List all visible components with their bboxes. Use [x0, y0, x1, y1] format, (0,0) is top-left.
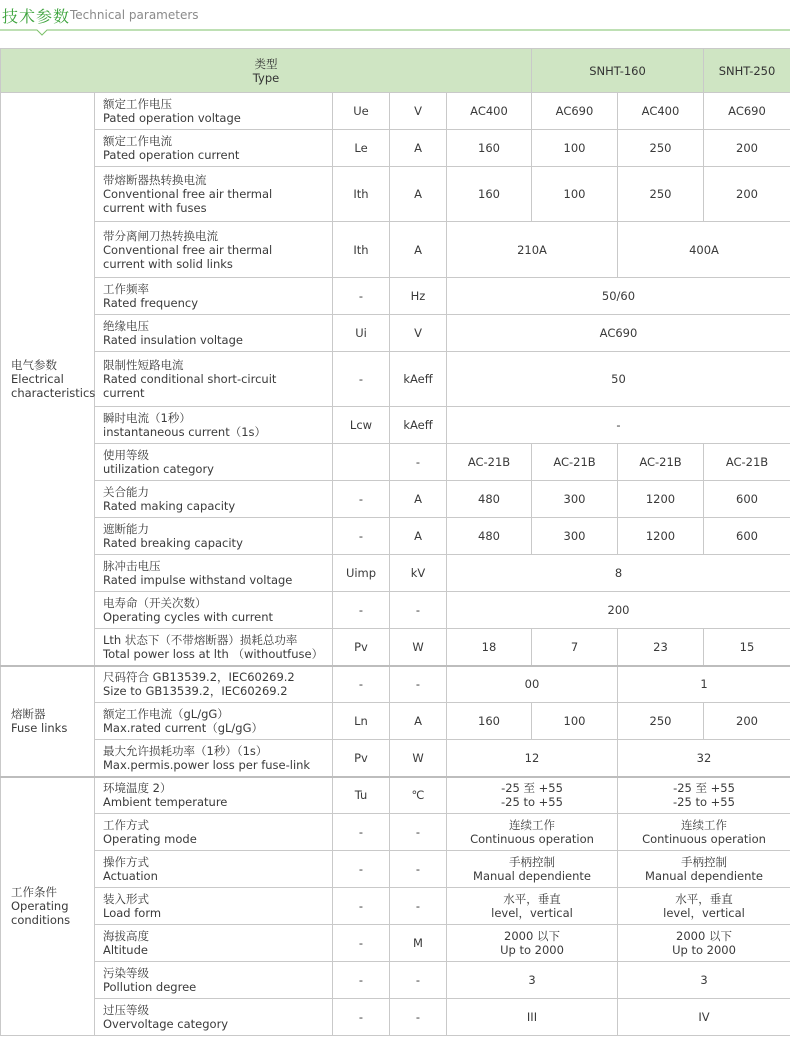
unit-cell: ℃ — [390, 777, 447, 814]
unit-cell: A — [390, 222, 447, 278]
symbol-cell: - — [333, 592, 390, 629]
parameter-name-en-line2: current with solid links — [103, 256, 233, 271]
symbol-cell: Pv — [333, 740, 390, 777]
type-header-en: Type — [252, 70, 280, 85]
value-cell: AC400 — [618, 93, 704, 130]
value-cell — [447, 777, 618, 814]
parameter-name-cell — [95, 555, 333, 592]
symbol-cell: Ue — [333, 93, 390, 130]
value-cell: - — [447, 407, 790, 444]
parameter-name-en-line2: current with fuses — [103, 201, 207, 215]
parameter-name-cell — [95, 925, 333, 962]
value-cell: 200 — [704, 167, 790, 222]
value-cell: 3 — [447, 962, 618, 999]
table-row — [1, 999, 790, 1036]
symbol-cell: - — [333, 481, 390, 518]
parameter-name-cell — [95, 222, 333, 278]
unit-cell: A — [390, 167, 447, 222]
unit-cell: - — [390, 444, 447, 481]
value-cell: 160 — [447, 167, 532, 222]
value-cell: 15 — [704, 629, 790, 666]
value-line: 2000 以下 — [504, 929, 560, 943]
unit-cell: - — [390, 851, 447, 888]
parameter-name-zh: 额定工作电压 — [103, 97, 172, 111]
parameter-name-cell — [95, 814, 333, 851]
parameter-name-zh: 遮断能力 — [103, 522, 149, 536]
value-line: -25 至 +55 — [501, 781, 563, 796]
value-cell — [618, 777, 790, 814]
value-cell: IV — [618, 999, 790, 1036]
unit-cell: - — [390, 666, 447, 703]
group-label-zh: 熔断器 — [11, 707, 46, 721]
symbol-cell: Uimp — [333, 555, 390, 592]
parameter-name-zh: 工作方式 — [103, 818, 149, 832]
value-line: 连续工作 — [681, 818, 727, 832]
unit-cell: W — [390, 740, 447, 777]
table-row — [1, 740, 790, 777]
section-header — [0, 0, 790, 44]
value-line: Manual dependiente — [473, 869, 591, 883]
group-label-en: conditions — [11, 913, 71, 928]
parameter-name-en: Load form — [103, 906, 162, 920]
unit-cell: A — [390, 703, 447, 740]
parameter-name-en: instantaneous current（1s） — [103, 425, 267, 439]
parameter-name-zh: 限制性短路电流 — [103, 358, 184, 372]
table-row — [1, 315, 790, 352]
table-row — [1, 278, 790, 315]
value-cell: 160 — [447, 703, 532, 740]
parameter-name-en: Ambient temperature — [103, 795, 228, 810]
group-label-cell — [1, 777, 95, 1036]
symbol-cell: Pv — [333, 629, 390, 666]
value-cell — [618, 925, 790, 962]
parameter-name-zh: 脉冲击电压 — [103, 559, 161, 573]
parameter-name-en: Pollution degree — [103, 980, 197, 994]
parameter-name-zh: 环境温度 2） — [103, 781, 172, 796]
symbol-cell: Tu — [333, 777, 390, 814]
parameter-name-en-line2: current — [103, 386, 145, 400]
model-header-snht-250: SNHT-250 — [704, 49, 790, 93]
value-cell: 300 — [532, 518, 618, 555]
parameter-name-cell — [95, 315, 333, 352]
technical-parameters-table — [0, 48, 790, 1036]
table-row — [1, 481, 790, 518]
value-cell: 8 — [447, 555, 790, 592]
symbol-cell: Ln — [333, 703, 390, 740]
value-cell: 1200 — [618, 481, 704, 518]
parameter-name-zh: 绝缘电压 — [103, 319, 149, 333]
value-cell: 600 — [704, 518, 790, 555]
value-cell — [447, 814, 618, 851]
value-cell: 7 — [532, 629, 618, 666]
parameter-name-zh: 过压等级 — [103, 1003, 149, 1017]
unit-cell: A — [390, 518, 447, 555]
table-row — [1, 703, 790, 740]
value-cell: 00 — [447, 666, 618, 703]
unit-cell: V — [390, 93, 447, 130]
value-cell: AC690 — [447, 315, 790, 352]
table-row — [1, 407, 790, 444]
parameter-name-zh: 装入形式 — [103, 892, 149, 906]
symbol-cell: Le — [333, 130, 390, 167]
value-cell — [447, 851, 618, 888]
value-cell — [447, 888, 618, 925]
value-cell: AC-21B — [704, 444, 790, 481]
value-line: -25 to +55 — [501, 795, 563, 810]
parameter-name-zh: 瞬时电流（1秒） — [103, 411, 191, 425]
table-row — [1, 888, 790, 925]
parameter-name-cell — [95, 629, 333, 666]
group-label-en: Fuse links — [11, 721, 68, 735]
model-header-snht-160: SNHT-160 — [532, 49, 704, 93]
parameter-name-zh: 尺码符合 GB13539.2，IEC60269.2 — [103, 670, 295, 685]
parameter-name-en: Pated operation voltage — [103, 111, 241, 125]
parameter-name-en: Overvoltage category — [103, 1017, 229, 1031]
value-line: 水平，垂直 — [503, 892, 561, 906]
value-cell: AC690 — [704, 93, 790, 130]
value-cell — [618, 888, 790, 925]
table-row — [1, 925, 790, 962]
value-cell: 32 — [618, 740, 790, 777]
type-header-cell — [1, 49, 532, 93]
unit-cell: - — [390, 999, 447, 1036]
parameter-name-en: Rated making capacity — [103, 499, 236, 513]
unit-cell: - — [390, 592, 447, 629]
value-cell: 250 — [618, 703, 704, 740]
value-cell: 250 — [618, 167, 704, 222]
unit-cell: A — [390, 481, 447, 518]
parameter-name-zh: 关合能力 — [103, 485, 149, 499]
parameter-name-en: Size to GB13539.2，IEC60269.2 — [103, 684, 288, 699]
table-row — [1, 167, 790, 222]
type-header-zh: 类型 — [254, 56, 278, 71]
symbol-cell: - — [333, 925, 390, 962]
parameter-name-cell — [95, 407, 333, 444]
symbol-cell: - — [333, 666, 390, 703]
table-row — [1, 962, 790, 999]
section-title-en: Technical parameters — [70, 8, 199, 22]
parameter-name-zh: 使用等级 — [103, 448, 149, 462]
value-cell: 1 — [618, 666, 790, 703]
table-row — [1, 444, 790, 481]
parameter-name-zh: 电寿命（开关次数） — [103, 596, 207, 610]
value-cell — [447, 925, 618, 962]
parameter-name-en: Rated breaking capacity — [103, 536, 243, 550]
value-line: level，vertical — [663, 906, 745, 920]
value-line: 手柄控制 — [509, 855, 555, 869]
value-cell: 100 — [532, 130, 618, 167]
parameter-name-zh: 污染等级 — [103, 966, 149, 980]
value-line: Up to 2000 — [672, 943, 736, 957]
parameter-name-cell — [95, 592, 333, 629]
value-cell: 100 — [532, 703, 618, 740]
value-cell: 600 — [704, 481, 790, 518]
parameter-name-cell — [95, 352, 333, 407]
parameter-name-en: Conventional free air thermal — [103, 242, 273, 257]
value-line: 手柄控制 — [681, 855, 727, 869]
value-cell: 3 — [618, 962, 790, 999]
parameter-name-en: Conventional free air thermal — [103, 187, 273, 201]
symbol-cell: - — [333, 814, 390, 851]
parameter-name-zh: 额定工作电流 — [103, 134, 172, 148]
value-cell: 18 — [447, 629, 532, 666]
value-line: level，vertical — [491, 906, 573, 920]
table-row — [1, 666, 790, 703]
parameter-name-en: Rated impulse withstand voltage — [103, 573, 293, 587]
symbol-cell: Ui — [333, 315, 390, 352]
group-label-en: characteristics — [11, 385, 96, 400]
value-cell: AC-21B — [447, 444, 532, 481]
parameter-name-cell — [95, 777, 333, 814]
parameter-name-en: Rated frequency — [103, 296, 199, 310]
symbol-cell: - — [333, 888, 390, 925]
symbol-cell: Lcw — [333, 407, 390, 444]
parameter-name-zh: 海拔高度 — [103, 929, 149, 943]
unit-cell: kAeff — [390, 352, 447, 407]
section-title-zh: 技术参数 — [2, 7, 71, 26]
parameter-name-zh: 最大允许损耗功率（1秒）（1s） — [103, 743, 268, 758]
parameter-name-cell — [95, 93, 333, 130]
table-row — [1, 851, 790, 888]
unit-cell: W — [390, 629, 447, 666]
value-cell: 160 — [447, 130, 532, 167]
table-header-row — [1, 49, 790, 93]
symbol-cell: - — [333, 851, 390, 888]
value-cell: AC-21B — [618, 444, 704, 481]
unit-cell: M — [390, 925, 447, 962]
value-cell: 200 — [704, 130, 790, 167]
symbol-cell: - — [333, 278, 390, 315]
symbol-cell: Ith — [333, 222, 390, 278]
value-cell: AC690 — [532, 93, 618, 130]
parameter-name-en: Max.rated current（gL/gG） — [103, 721, 264, 735]
value-cell: 12 — [447, 740, 618, 777]
parameter-name-zh: 带分离闸刀热转换电流 — [103, 228, 218, 243]
table-row — [1, 555, 790, 592]
symbol-cell: - — [333, 352, 390, 407]
parameter-name-zh: 工作频率 — [103, 282, 149, 296]
value-cell: 250 — [618, 130, 704, 167]
value-cell: 400A — [618, 222, 790, 278]
unit-cell: V — [390, 315, 447, 352]
parameter-name-cell — [95, 962, 333, 999]
table-row — [1, 93, 790, 130]
parameter-name-zh: 额定工作电流（gL/gG） — [103, 707, 229, 721]
parameter-name-en: Rated conditional short-circuit — [103, 372, 277, 386]
group-label-cell — [1, 93, 95, 666]
value-cell: 23 — [618, 629, 704, 666]
table-row — [1, 777, 790, 814]
value-line: Manual dependiente — [645, 869, 763, 883]
symbol-cell: - — [333, 999, 390, 1036]
unit-cell: Hz — [390, 278, 447, 315]
parameter-name-cell — [95, 167, 333, 222]
table-row — [1, 592, 790, 629]
parameter-name-zh: 操作方式 — [103, 855, 149, 869]
group-label-cell — [1, 666, 95, 777]
parameter-name-cell — [95, 703, 333, 740]
group-label-en: Operating — [11, 899, 69, 914]
table-row — [1, 130, 790, 167]
value-line: Continuous operation — [642, 832, 766, 846]
parameter-name-cell — [95, 888, 333, 925]
parameter-name-en: Pated operation current — [103, 148, 240, 162]
parameter-name-cell — [95, 740, 333, 777]
value-cell — [618, 851, 790, 888]
parameter-name-en: Rated insulation voltage — [103, 333, 243, 347]
parameter-name-en: Actuation — [103, 869, 158, 883]
value-cell: 300 — [532, 481, 618, 518]
unit-cell: - — [390, 962, 447, 999]
parameter-name-en: Altitude — [103, 943, 148, 957]
value-line: Continuous operation — [470, 832, 594, 846]
table-row — [1, 222, 790, 278]
value-cell: AC400 — [447, 93, 532, 130]
value-line: Up to 2000 — [500, 943, 564, 957]
value-cell: III — [447, 999, 618, 1036]
unit-cell: kAeff — [390, 407, 447, 444]
unit-cell: A — [390, 130, 447, 167]
parameter-name-en: Max.permis.power loss per fuse-link — [103, 757, 311, 772]
value-cell: AC-21B — [532, 444, 618, 481]
group-label-zh: 工作条件 — [11, 885, 57, 900]
value-line: 水平，垂直 — [675, 892, 733, 906]
value-cell: 480 — [447, 481, 532, 518]
unit-cell: kV — [390, 555, 447, 592]
table-row — [1, 814, 790, 851]
parameter-name-cell — [95, 278, 333, 315]
parameter-name-zh: 带熔断器热转换电流 — [103, 173, 207, 187]
table-row — [1, 518, 790, 555]
unit-cell: - — [390, 888, 447, 925]
symbol-cell: - — [333, 962, 390, 999]
unit-cell: - — [390, 814, 447, 851]
symbol-cell: Ith — [333, 167, 390, 222]
parameter-name-cell — [95, 481, 333, 518]
parameter-name-cell — [95, 851, 333, 888]
parameter-name-en: utilization category — [103, 462, 214, 476]
parameter-name-en: Operating cycles with current — [103, 610, 274, 624]
parameter-name-en: Operating mode — [103, 832, 197, 846]
parameter-name-en: Total power loss at lth （withoutfuse） — [103, 646, 324, 661]
parameter-name-cell — [95, 518, 333, 555]
table-row — [1, 352, 790, 407]
value-line: 连续工作 — [509, 818, 555, 832]
group-label-en: Electrical — [11, 371, 64, 386]
value-cell: 200 — [447, 592, 790, 629]
table-row — [1, 629, 790, 666]
value-cell: 210A — [447, 222, 618, 278]
value-cell: 50 — [447, 352, 790, 407]
parameter-name-cell — [95, 999, 333, 1036]
value-cell: 1200 — [618, 518, 704, 555]
header-underline-icon — [0, 27, 790, 37]
value-cell: 200 — [704, 703, 790, 740]
value-cell: 50/60 — [447, 278, 790, 315]
parameter-name-cell — [95, 666, 333, 703]
value-cell: 480 — [447, 518, 532, 555]
value-cell: 100 — [532, 167, 618, 222]
value-cell — [618, 814, 790, 851]
symbol-cell: - — [333, 518, 390, 555]
value-line: -25 至 +55 — [673, 781, 735, 796]
parameter-name-zh: Lth 状态下（不带熔断器）损耗总功率 — [103, 632, 298, 647]
parameter-name-cell — [95, 444, 333, 481]
symbol-cell — [333, 444, 390, 481]
value-line: 2000 以下 — [676, 929, 732, 943]
parameter-name-cell — [95, 130, 333, 167]
value-line: -25 to +55 — [673, 795, 735, 810]
group-label-zh: 电气参数 — [11, 357, 57, 372]
